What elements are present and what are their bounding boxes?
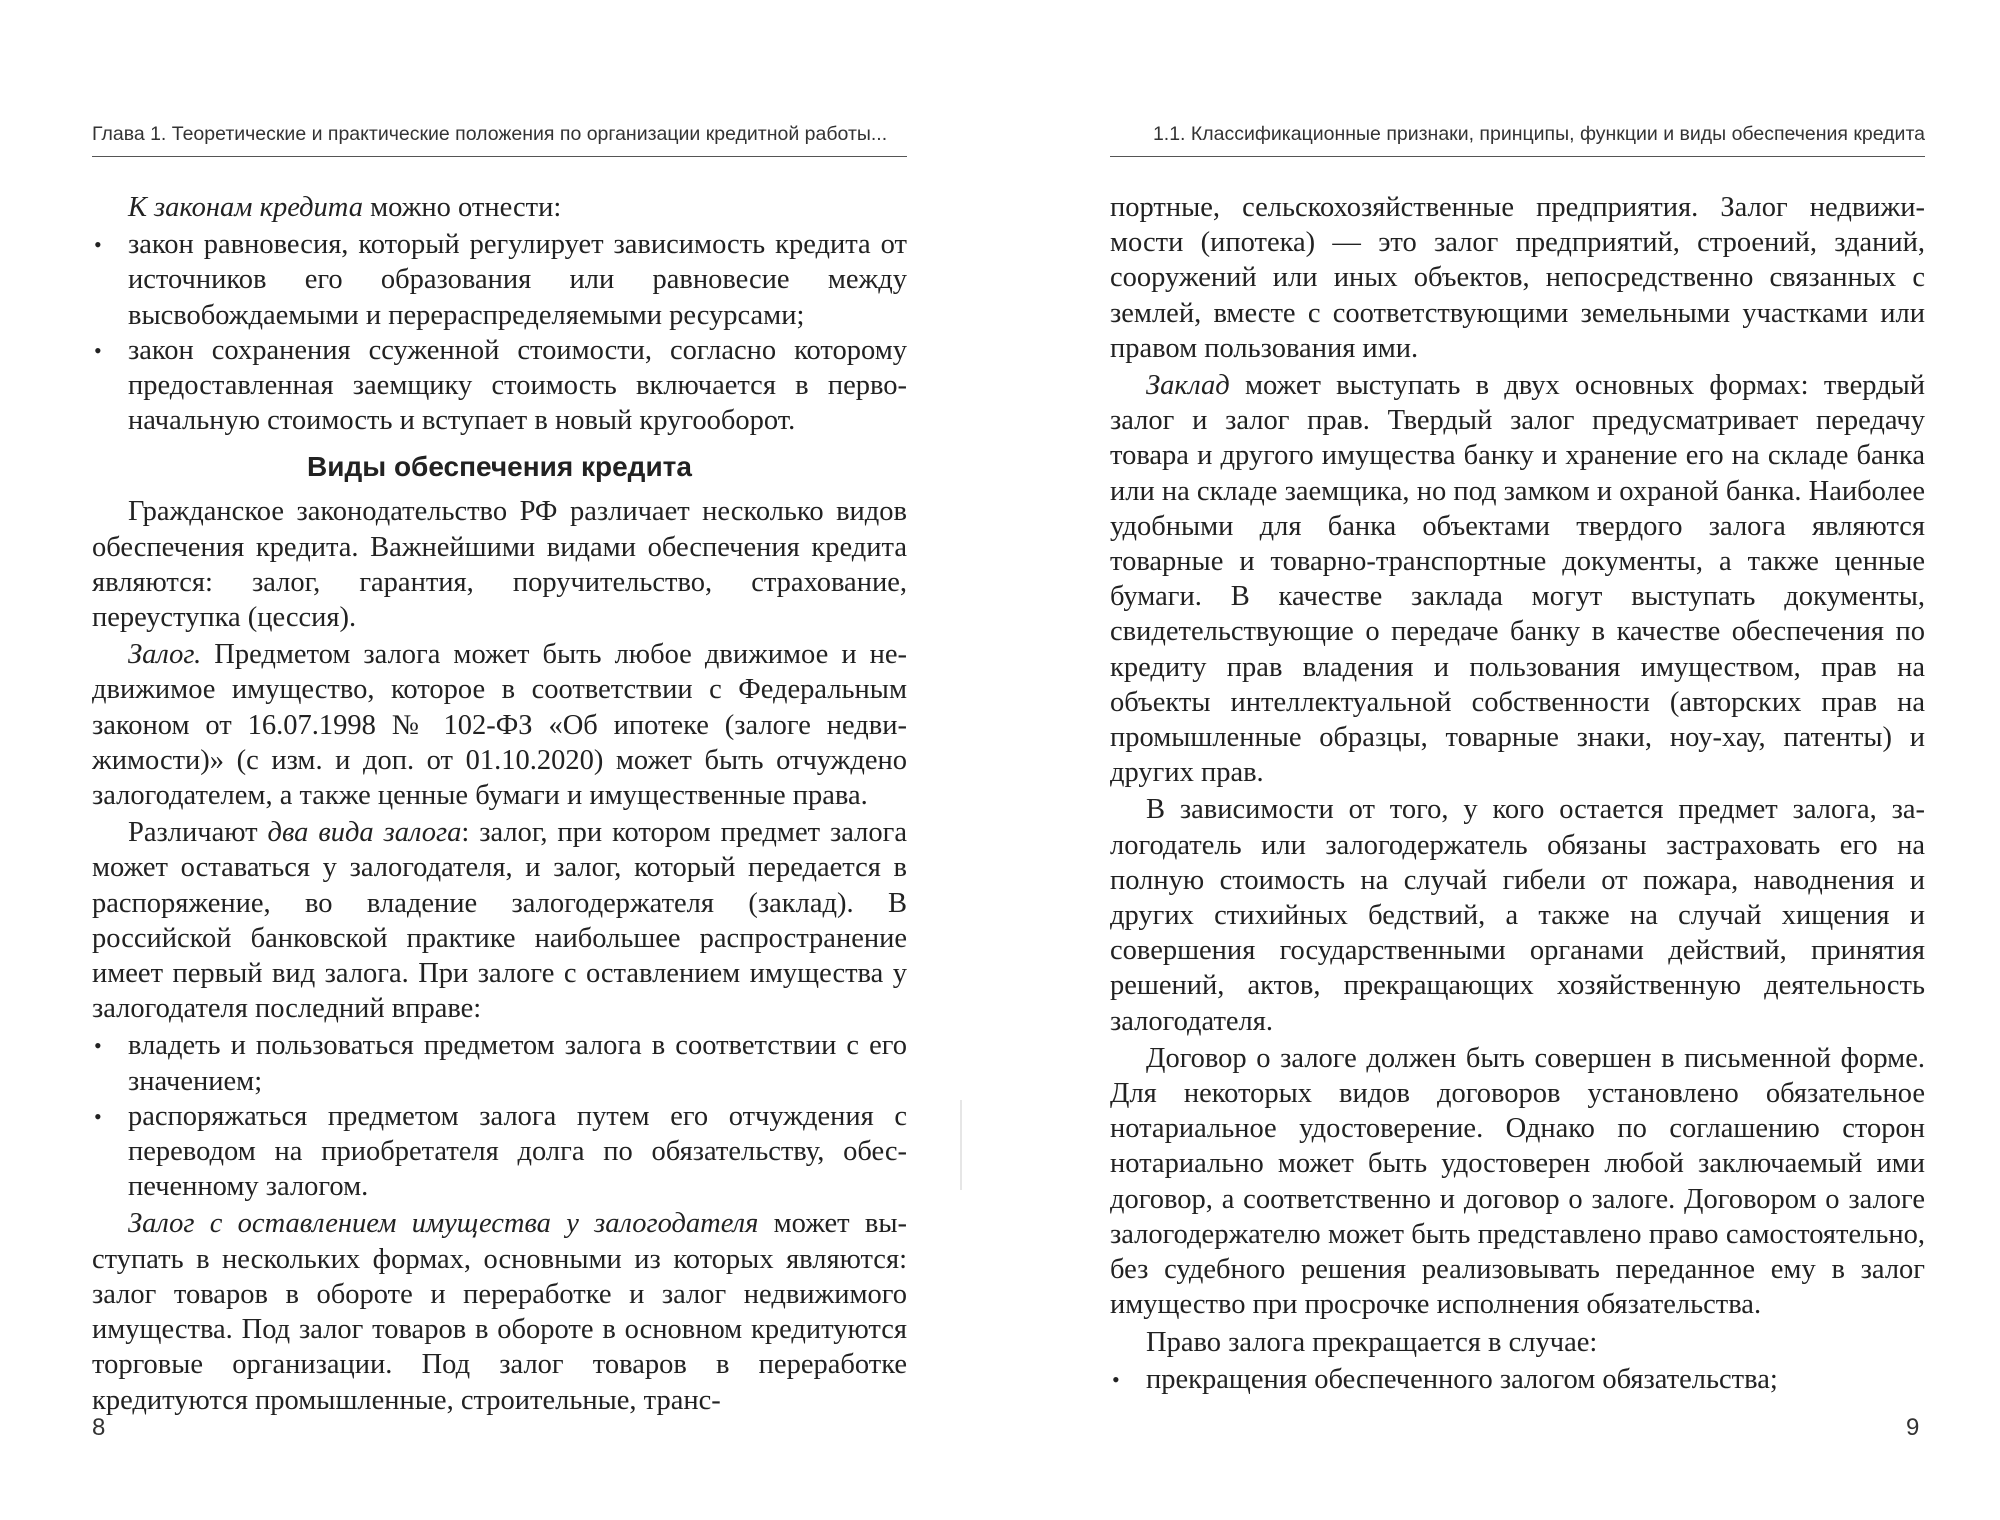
italic-lead: Залог. — [128, 639, 202, 671]
list-item: • закон сохранения ссуженной стоимости, согласно которому предоставленная заемщику стоимость включается в первоначальную стоимость и вступает в новый кругооборот. — [94, 334, 907, 437]
italic-lead: К законам кредита — [128, 192, 363, 223]
bullet-icon: • — [94, 1033, 102, 1059]
list-item: • распоряжаться предметом залога путем его отчуждения с переводом на приобретателя долга по обязательству, обеспеченному залогом. — [94, 1100, 907, 1203]
paragraph: Залог с оставлением имущества у залогодателя может выступать в нескольких формах, основными из которых являются: залог товаров в обороте и переработке и залог недвижимого имущества. Под залог товаров в обороте в основном кредитуются торговые организации. Под залог товаров в переработке кредитуются промышленные, строительные, транс- — [92, 1208, 907, 1416]
running-head-right: 1.1. Классификационные признаки, принципы, функции и виды обеспечения кредита — [1110, 116, 1925, 157]
paragraph: Залог. Предметом залога может быть любое движимое и недвижимое имущество, которое в соответствии с Федеральным законом от 16.07.1998 № 102-ФЗ «Об ипотеке (залоге недвижимости)» (с изм. и доп. от 01.10.2020) может быть отчуждено залогодателем, а также ценные бумаги и имущественные права. — [92, 639, 907, 812]
right-page — [1000, 0, 2000, 1520]
gutter-shadow — [960, 1100, 962, 1190]
paragraph: В зависимости от того, у кого остается предмет залога, залогодатель или залогодержатель обязаны застраховать его на полную стоимость на случай гибели от пожара, наводнения и других стихийных бедствий, а также на случай хищения и совершения государственными органами действий, принятия решений, актов, прекращающих хозяйственную деятельность залогодателя. — [1110, 794, 1925, 1037]
bullet-list — [92, 1028, 907, 1204]
right-page-text — [1110, 190, 1925, 1399]
bullet-list — [92, 227, 907, 438]
italic-lead: Залог с оставлением имущества у залогодателя — [128, 1208, 759, 1240]
italic-lead: Заклад — [1146, 370, 1230, 402]
paragraph: Заклад может выступать в двух основных формах: твердый залог и залог прав. Твердый залог предусматривает передачу товара и другого имущества банку и хранение его на складе банка или на складе заемщика, но под замком и охраной банка. Наиболее удобными для банка объектами твердого залога являются товарные и товарно-транспортные документы, а также ценные бумаги. В качестве заклада могут выступать документы, свидетельствующие о передаче банку в качестве обеспечения по кредиту прав владения и пользования имуществом, прав на объекты интеллектуальной собственности (авторских прав на промышленные образцы, товарные знаки, ноу-хау, патенты) и других прав. — [1110, 370, 1925, 789]
italic-term: два вида залога — [267, 817, 462, 849]
left-page-text — [92, 190, 907, 1418]
paragraph: Право залога прекращается в случае: — [1146, 1326, 1598, 1358]
paragraph: К законам кредита можно отнести: — [128, 192, 562, 223]
bullet-icon: • — [94, 337, 102, 363]
running-head-left: Глава 1. Теоретические и практические положения по организации кредитной работы... — [92, 116, 907, 157]
page-number: 9 — [1906, 1414, 1920, 1441]
paragraph: Гражданское законодательство РФ различает несколько видов обеспечения кредита. Важнейшими видами обеспечения кредита являются: залог, гарантия, поручительство, страхование, переуступка (цессия). — [92, 496, 907, 634]
bullet-icon: • — [1112, 1366, 1120, 1392]
list-item: • прекращения обеспеченного залогом обязательства; — [1110, 1362, 1925, 1397]
list-item: • закон равновесия, который регулирует зависимость кредита от источников его образования или равновесие между высвобождаемыми и перераспределяемыми ресурсами; — [94, 229, 907, 331]
bullet-icon: • — [94, 232, 102, 258]
bullet-icon: • — [94, 1103, 102, 1129]
list-item: • владеть и пользоваться предметом залога в соответствии с его значением; — [94, 1030, 907, 1097]
paragraph: Договор о залоге должен быть совершен в письменной форме. Для некоторых видов договоров установлено обязательное нотариальное удостоверение. Однако по соглашению сторон нотариально может быть удостоверен любой заключаемый ими договор, а соответственно и договор о залоге. Договором о залоге залогодержателю может быть представлено право самостоятельно, без судебного решения реализовывать переданное ему в залог имущество при просрочке исполнения обязательства. — [1110, 1042, 1925, 1321]
bullet-list — [1110, 1362, 1925, 1397]
paragraph: портные, сельскохозяйственные предприятия. Залог недвижимости (ипотека) — это залог предприятий, строений, зданий, сооружений или иных объектов, непосредственно связанных с землей, вместе с соответствующими земельными участками или правом пользования ими. — [1110, 192, 1925, 364]
section-heading: Виды обеспечения кредита — [307, 451, 692, 483]
paragraph: Различают два вида залога: залог, при котором предмет залога может оставаться у залогодателя, и залог, который передается в распоряжение, во владение залогодержателя (заклад). В российской банковской практике наибольшее распространение имеет первый вид залога. При залоге с оставлением имущества у залогодателя последний вправе: — [92, 817, 907, 1025]
page-number: 8 — [92, 1414, 106, 1441]
